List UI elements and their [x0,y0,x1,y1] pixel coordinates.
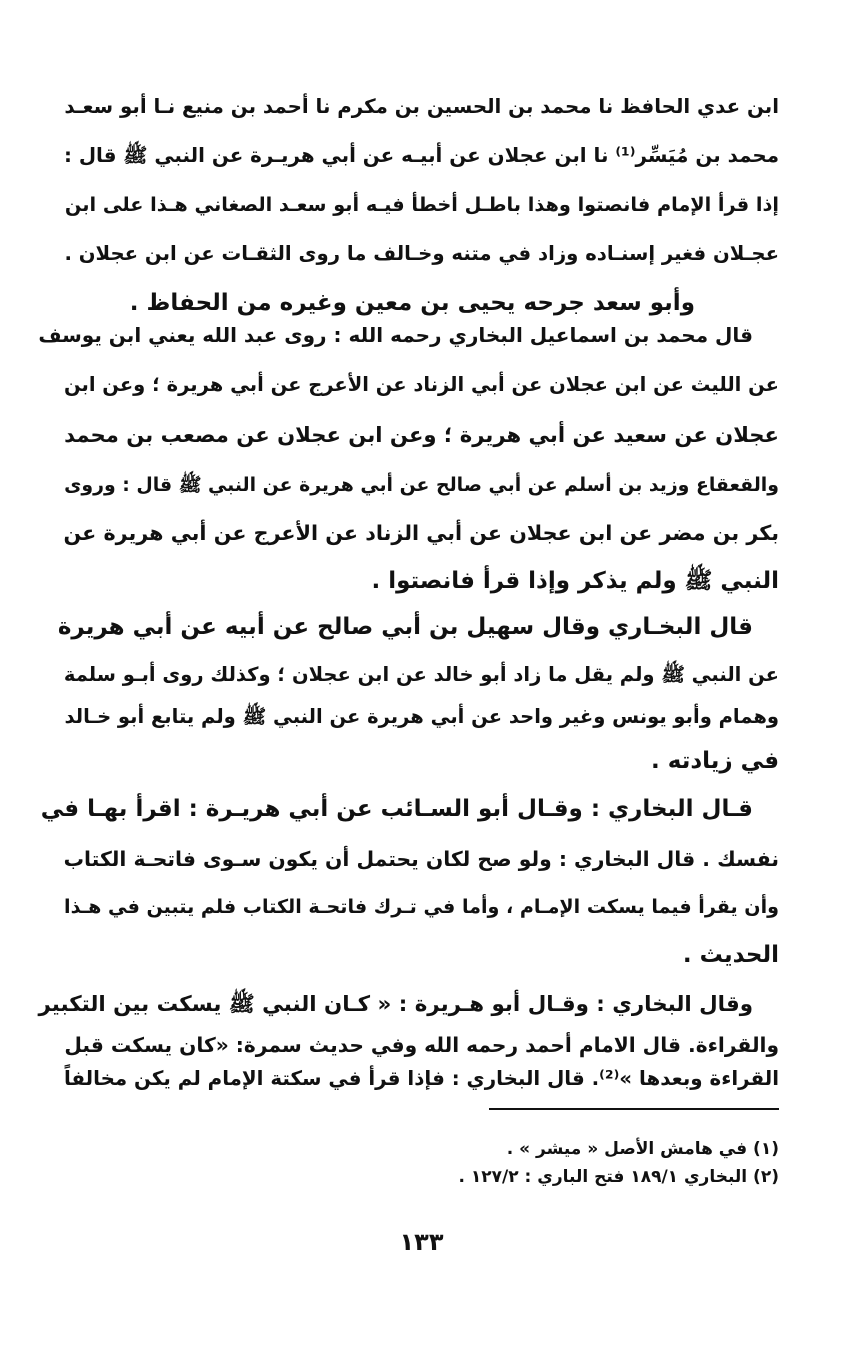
text-line: نفسك . قال البخاري : ولو صح لكان يحتمل أن يكون سـوى فاتحـة الكتاب [63,847,779,871]
text-line: والقعقاع وزيد بن أسلم عن أبي صالح عن أبي هريرة عن النبي ﷺ قال : وروى [64,474,779,496]
text-line: عجلان عن سعيد عن أبي هريرة ؛ وعن ابن عجلان عن مصعب بن محمد [64,422,779,447]
page-number: ١٣٣ [399,1228,444,1256]
footnote: (٢) البخاري ١٨٩/١ فتح الباري : ١٢٧/٢ . [458,1167,779,1187]
text-line: محمد بن مُيَسِّر⁽¹⁾ نا ابن عجلان عن أبيـه عن أبي هريـرة عن النبي ﷺ قال : [63,144,779,167]
text-line: وأن يقرأ فيما يسكت الإمـام ، وأما في تـرك فاتحـة الكتاب فلم يتبين في هـذا [64,895,779,918]
text-line: ابن عدي الحافظ نا محمد بن الحسين بن مكرم نا أحمد بن منيع نـا أبو سعـد [64,95,779,118]
text-line: وقال البخاري : وقـال أبو هـريرة : « كـان النبي ﷺ يسكت بين التكبير [38,992,753,1017]
text-line: والقراءة. قال الامام أحمد رحمه الله وفي حديث سمرة: «كان يسكت قبل [64,1033,779,1057]
text-line: إذا قرأ الإمام فانصتوا وهذا باطـل أخطأ فيـه أبو سعـد الصغاني هـذا على ابن [64,193,779,216]
text-line: عن النبي ﷺ ولم يقل ما زاد أبو خالد عن ابن عجلان ؛ وكذلك روى أبـو سلمة [63,663,779,686]
text-line: قال محمد بن اسماعيل البخاري رحمه الله : روى عبد الله يعني ابن يوسف [38,323,753,347]
text-line: وأبو سعد جرحه يحيى بن معين وغيره من الحفاظ . [129,290,695,316]
text-line: وهمام وأبو يونس وغير واحد عن أبي هريرة عن النبي ﷺ ولم يتابع أبو خـالد [64,705,779,728]
footnote-separator [489,1108,779,1110]
text-line: الحديث . [682,942,779,968]
text-line: النبي ﷺ ولم يذكر وإذا قرأ فانصتوا . [371,568,779,594]
text-line: القراءة وبعدها »⁽²⁾. قال البخاري : فإذا قرأ في سكتة الإمام لم يكن مخالفاً [63,1067,779,1090]
footnote: (١) في هامش الأصل « ميشر » . [506,1139,779,1159]
text-line: في زيادته . [651,748,779,774]
text-line: قـال البخاري : وقـال أبو السـائب عن أبي هريـرة : اقرأ بهـا في [40,796,753,822]
text-line: عجـلان فغير إسنـاده وزاد في متنه وخـالف ما روى الثقـات عن ابن عجلان . [64,242,779,265]
text-line: قال البخـاري وقال سهيل بن أبي صالح عن أبيه عن أبي هريرة [57,614,753,640]
text-line: بكر بن مضر عن ابن عجلان عن أبي الزناد عن الأعرج عن أبي هريرة عن [63,521,779,545]
text-line: عن الليث عن ابن عجلان عن أبي الزناد عن الأعرج عن أبي هريرة ؛ وعن ابن [63,373,779,396]
